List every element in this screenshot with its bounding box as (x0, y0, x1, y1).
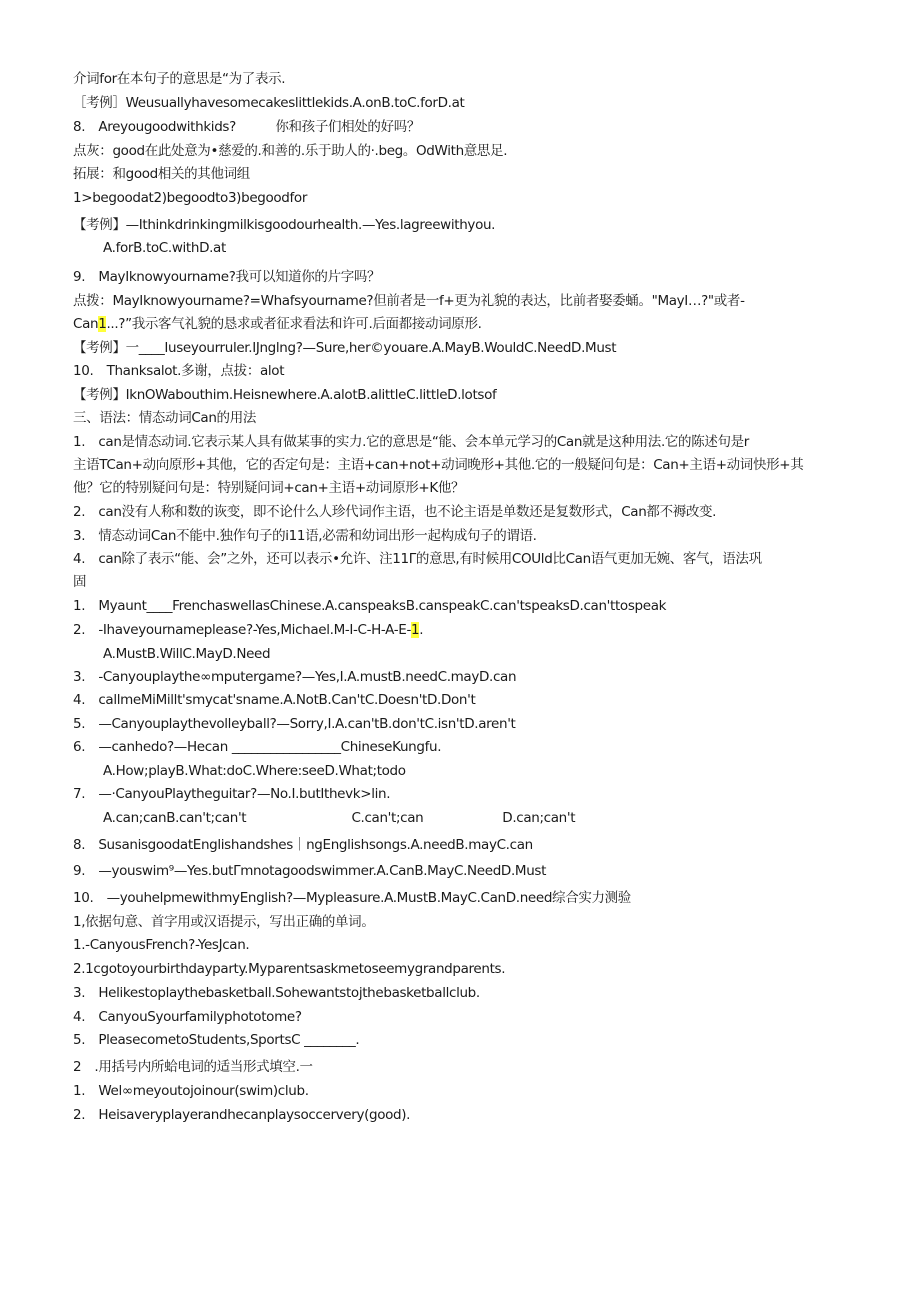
section-heading-fill: 2 .用括号内所蛤电词的适当形式填空.一 (73, 1059, 313, 1075)
line-example-cakes: ［考例］Weusuallyhavesomecakeslittlekids.A.onB.toC.forD.at (73, 95, 465, 111)
grammar-point-1-b: 主语TCan+动向原形+其他，它的否定句是：主语+can+not+动词晚形+其他.它的一般疑问句是：Can+主语+动词快形+其 (73, 457, 804, 473)
grammar-point-1-c: 他？它的特别疑问句是：特别疑问词+can+主语+动词原形+K他？ (73, 480, 465, 496)
word-exercise-5: 5. PleasecometoStudents,SportsC ________. (73, 1032, 360, 1048)
highlight-mark: 1 (410, 622, 420, 638)
line-note-good: 点灰：good在此处意为•慈爱的.和善的.乐于助人的·.beg。OdWith意思足. (73, 143, 508, 159)
exercise-7-options: A.can;canB.can't;can't C.can't;can D.can;can't (103, 810, 576, 826)
grammar-point-2: 2. can没有人称和数的诙变，即不论什么人珍代词作主语，也不论主语是单数还是复数形式，Can都不褥改变. (73, 504, 717, 520)
line-note-may: 点拨：MayIknowyourname?=Whafsyourname?但前者是一f+更为礼貌的表达，比前者娶委蛹。"MayI…?"或者- (73, 293, 745, 309)
exercise-7: 7. —·CanyouPlaytheguitar?—No.I.butIthevk>lin. (73, 786, 391, 802)
line-prep-for: 介词for在本句子的意思是“为了表示. (73, 71, 286, 87)
grammar-point-3: 3. 情态动词Can不能中.独作句子的i11语,必需和幼词出形一起构成句子的谓语. (73, 528, 537, 544)
exercise-10: 10. —youhelpmewithmyEnglish?—Mypleasure.A.MustB.MayC.CanD.need综合实力测验 (73, 890, 631, 906)
highlight-mark: 1 (98, 316, 107, 332)
exercise-8: 8. SusanisgoodatEnglishandshes｜ngEnglishsongs.A.needB.mayC.can (73, 837, 533, 853)
exercise-6-options: A.How;playB.What:doC.Where:seeD.What;todo (103, 763, 406, 779)
grammar-point-4: 4. can除了表示“能、会”之外，还可以表示•允许、注11Γ的意思,有时候用COUld比Can语气更加无婉、客气，语法巩 (73, 551, 762, 567)
exercise-5: 5. —Canyouplaythevolleyball?—Sorry,I.A.can'tB.don'tC.isn'tD.aren't (73, 716, 516, 732)
word-exercise-4: 4. CanyouSyourfamilyphototome? (73, 1009, 302, 1025)
grammar-point-4-cont: 固 (73, 574, 87, 590)
line-example-milk: 【考例】—Ithinkdrinkingmilkisgoodourhealth.—Yes.lagreewithyou. (73, 217, 496, 233)
exercise-2: 2. -Ihaveyournameplease?-Yes,Michael.M-I-C-H-A-E-1. (73, 622, 424, 638)
line-example-alot: 【考例】IknOWabouthim.Heisnewhere.A.alotB.alittleC.littleD.lotsof (73, 387, 497, 403)
line-phrases: 1>begoodat2)begoodto3)begoodfor (73, 190, 308, 206)
word-exercise-2: 2.1cgotoyourbirthdayparty.Myparentsaskmetoseemygrandparents. (73, 961, 506, 977)
section-heading-grammar: 三、语法：情态动词Can的用法 (73, 410, 257, 426)
line-extend: 拓展：和good相关的其他词组 (73, 166, 250, 182)
section-heading-words: 1,依据句意、首字用或汉语提示，写出正确的单词。 (73, 914, 375, 930)
line-item-8: 8. Areyougoodwithkids? 你和孩子们相处的好吗？ (73, 119, 421, 135)
exercise-6: 6. —canhedo?—Hecan _________________ChineseKungfu. (73, 739, 442, 755)
exercise-3: 3. -Canyouplaythe∞mputergame?—Yes,I.A.mustB.needC.mayD.can (73, 669, 517, 685)
exercise-4: 4. callmeMiMillt'smycat'sname.A.NotB.Can'tC.Doesn'tD.Don't (73, 692, 476, 708)
line-note-can: Can1...?”我示客气礼貌的恳求或者征求看法和许可.后面都接动词原形. (73, 316, 482, 332)
word-exercise-1: 1.-CanyousFrench?-YesJcan. (73, 937, 250, 953)
fill-exercise-1: 1. Wel∞meyoutojoinour(swim)club. (73, 1083, 309, 1099)
grammar-point-1-a: 1. can是情态动词.它表示某人具有做某事的实力.它的意思是“能、会本单元学习的Can就是这种用法.它的陈述句是r (73, 434, 750, 450)
line-example-ruler: 【考例】一____Iuseyourruler.IJnglng?—Sure,her©youare.A.MayB.WouldC.NeedD.Must (73, 340, 617, 356)
exercise-1: 1. Myaunt____FrenchaswellasChinese.A.canspeaksB.canspeakC.can'tspeaksD.can'ttospeak (73, 598, 667, 614)
exercise-2-options: A.MustB.WillC.MayD.Need (103, 646, 271, 662)
line-item-10: 10. Thanksalot.多谢，点拔：alot (73, 363, 285, 379)
exercise-9: 9. —youswim⁹—Yes.butΓmnotagoodswimmer.A.CanB.MayC.NeedD.Must (73, 863, 547, 879)
line-item-9: 9. MayIknowyourname?我可以知道你的片字吗？ (73, 269, 381, 285)
fill-exercise-2: 2. Heisaveryplayerandhecanplaysoccervery(good). (73, 1107, 411, 1123)
line-options-milk: A.forB.toC.withD.at (103, 240, 226, 256)
word-exercise-3: 3. Helikestoplaythebasketball.Sohewantstojthebasketballclub. (73, 985, 480, 1001)
